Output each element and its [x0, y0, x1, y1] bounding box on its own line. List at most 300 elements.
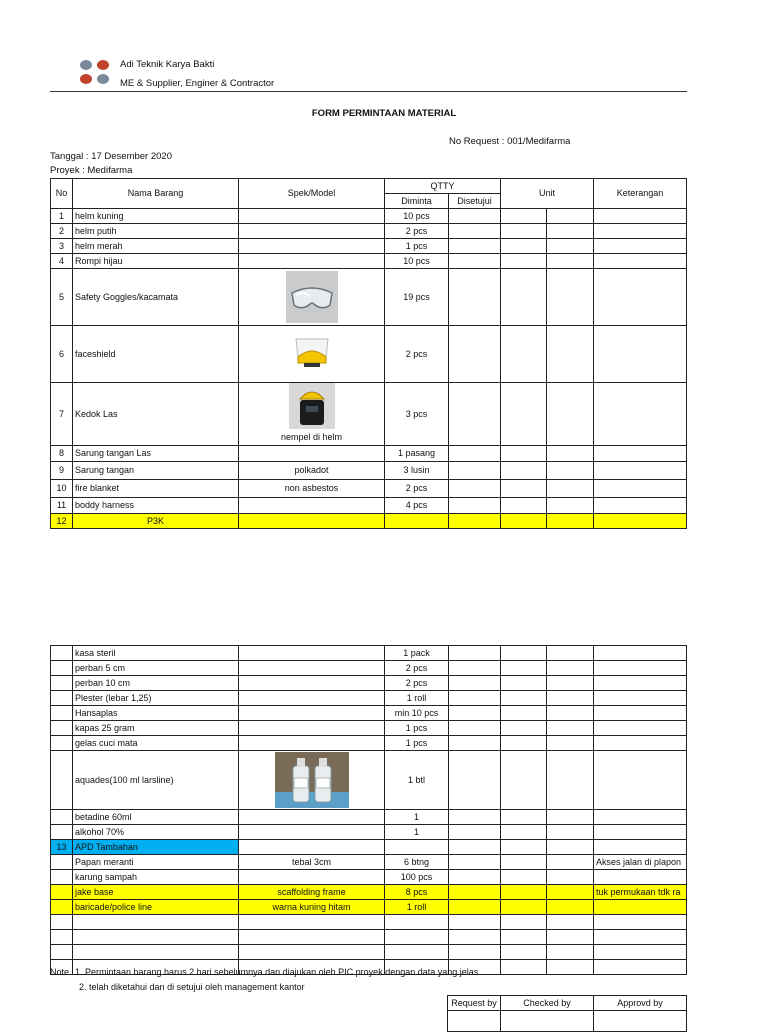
table-row [51, 239, 687, 254]
row-item-name: fire blanket [73, 480, 239, 498]
row-unit-a [501, 462, 547, 480]
row-unit-b [547, 514, 594, 529]
row-spec [239, 751, 385, 810]
col-header-no: No [51, 179, 73, 209]
row-unit-a [501, 646, 547, 661]
row-qty-requested: 10 pcs [385, 254, 449, 269]
row-qty-requested: 3 pcs [385, 383, 449, 446]
table-row [51, 810, 687, 825]
row-spec: polkadot [239, 462, 385, 480]
row-remarks [594, 736, 687, 751]
row-item-name: perban 5 cm [73, 661, 239, 676]
row-qty-approved [449, 706, 501, 721]
col-header-remarks: Keterangan [594, 179, 687, 209]
row-qty-approved [449, 514, 501, 529]
row-unit-a [501, 885, 547, 900]
row-no [51, 691, 73, 706]
empty-cell [239, 930, 385, 945]
row-item-name: Rompi hijau [73, 254, 239, 269]
row-spec [239, 676, 385, 691]
row-no [51, 661, 73, 676]
row-unit-a [501, 239, 547, 254]
row-unit-b [547, 885, 594, 900]
row-spec: warna kuning hitam [239, 900, 385, 915]
company-name: Adi Teknik Karya Bakti [120, 59, 215, 70]
safety-goggles-photo [286, 271, 338, 323]
empty-cell [385, 945, 449, 960]
checked-by-signature[interactable] [501, 1011, 594, 1032]
table-row [51, 885, 687, 900]
row-unit-b [547, 209, 594, 224]
row-unit-a [501, 840, 547, 855]
empty-cell [239, 945, 385, 960]
row-unit-a [501, 706, 547, 721]
table-row [51, 646, 687, 661]
empty-cell [73, 945, 239, 960]
approval-signature-row [448, 1011, 687, 1032]
row-item-name: aquades(100 ml larsline) [73, 751, 239, 810]
row-qty-requested: 4 pcs [385, 498, 449, 514]
empty-cell [594, 945, 687, 960]
table-row [51, 254, 687, 269]
row-spec: non asbestos [239, 480, 385, 498]
row-qty-requested: 1 pasang [385, 446, 449, 462]
row-unit-b [547, 736, 594, 751]
table-row [51, 706, 687, 721]
row-spec [239, 721, 385, 736]
notes-label: Note [50, 967, 70, 977]
row-remarks [594, 840, 687, 855]
row-item-name: helm putih [73, 224, 239, 239]
row-remarks: tuk permukaan tdk ra [594, 885, 687, 900]
row-item-name: baricade/police line [73, 900, 239, 915]
row-spec [239, 736, 385, 751]
row-no [51, 885, 73, 900]
row-qty-approved [449, 646, 501, 661]
row-spec [239, 498, 385, 514]
row-qty-requested: 2 pcs [385, 326, 449, 383]
material-request-table-continued [50, 645, 687, 975]
row-remarks [594, 900, 687, 915]
company-logo [78, 58, 112, 86]
row-unit-a [501, 446, 547, 462]
row-item-name: helm merah [73, 239, 239, 254]
row-unit-b [547, 855, 594, 870]
row-no: 10 [51, 480, 73, 498]
row-remarks [594, 646, 687, 661]
row-item-name: kasa steril [73, 646, 239, 661]
row-qty-approved [449, 269, 501, 326]
row-remarks [594, 254, 687, 269]
row-qty-approved [449, 825, 501, 840]
row-qty-approved [449, 498, 501, 514]
row-unit-a [501, 810, 547, 825]
col-header-spec: Spek/Model [239, 179, 385, 209]
row-spec-text: nempel di helm [280, 432, 343, 442]
row-item-name: APD Tambahan [73, 840, 239, 855]
row-remarks: Akses jalan di plapon [594, 855, 687, 870]
empty-cell [547, 930, 594, 945]
row-spec: scaffolding frame [239, 885, 385, 900]
row-unit-a [501, 514, 547, 529]
approved-by-signature[interactable] [594, 1011, 687, 1032]
row-spec [239, 870, 385, 885]
empty-cell [547, 960, 594, 975]
header-divider [50, 91, 687, 92]
row-item-name: Papan meranti [73, 855, 239, 870]
row-qty-approved [449, 900, 501, 915]
col-header-qtty: QTTY [385, 179, 501, 194]
empty-cell [51, 930, 73, 945]
row-no [51, 706, 73, 721]
row-item-name: kapas 25 gram [73, 721, 239, 736]
row-qty-requested: 2 pcs [385, 480, 449, 498]
row-item-name: karung sampah [73, 870, 239, 885]
row-qty-approved [449, 239, 501, 254]
row-qty-requested: 1 pcs [385, 721, 449, 736]
approval-signature-table [447, 995, 687, 1032]
row-qty-requested: 2 pcs [385, 224, 449, 239]
row-remarks [594, 480, 687, 498]
row-item-name: Kedok Las [73, 383, 239, 446]
row-spec [239, 224, 385, 239]
row-unit-b [547, 676, 594, 691]
row-unit-b [547, 326, 594, 383]
row-remarks [594, 498, 687, 514]
row-qty-approved [449, 870, 501, 885]
row-item-name: gelas cuci mata [73, 736, 239, 751]
approval-header-row [448, 996, 687, 1011]
row-no: 8 [51, 446, 73, 462]
row-spec [239, 810, 385, 825]
row-spec [239, 661, 385, 676]
row-qty-requested: 6 btng [385, 855, 449, 870]
row-qty-requested: 1 [385, 825, 449, 840]
approved-by-label: Approvd by [594, 996, 687, 1011]
table-row [51, 751, 687, 810]
row-unit-b [547, 446, 594, 462]
col-header-unit: Unit [501, 179, 594, 209]
company-tagline: ME & Supplier, Enginer & Contractor [120, 78, 275, 89]
row-no [51, 900, 73, 915]
row-no: 9 [51, 462, 73, 480]
row-remarks [594, 383, 687, 446]
form-title: FORM PERMINTAAN MATERIAL [311, 108, 457, 119]
table-row [51, 721, 687, 736]
table-row [51, 736, 687, 751]
row-qty-approved [449, 676, 501, 691]
row-spec [239, 514, 385, 529]
row-remarks [594, 706, 687, 721]
row-qty-requested: 3 lusin [385, 462, 449, 480]
table-row [51, 900, 687, 915]
row-no: 12 [51, 514, 73, 529]
row-qty-requested: 2 pcs [385, 661, 449, 676]
empty-row [51, 915, 687, 930]
empty-row [51, 945, 687, 960]
request-date: Tanggal : 17 Desember 2020 [50, 151, 172, 162]
row-remarks [594, 239, 687, 254]
faceshield-photo [282, 331, 342, 377]
row-qty-requested: 1 roll [385, 900, 449, 915]
row-spec [239, 646, 385, 661]
empty-cell [594, 960, 687, 975]
row-qty-requested: min 10 pcs [385, 706, 449, 721]
row-item-name: perban 10 cm [73, 676, 239, 691]
row-qty-approved [449, 691, 501, 706]
row-unit-b [547, 840, 594, 855]
row-qty-requested [385, 514, 449, 529]
row-remarks [594, 751, 687, 810]
row-no: 6 [51, 326, 73, 383]
empty-cell [385, 915, 449, 930]
table-row [51, 446, 687, 462]
row-unit-b [547, 269, 594, 326]
checked-by-label: Checked by [501, 996, 594, 1011]
note-line-1: 1. Permintaan barang harus 2 hari sebelumnya dan diajukan oleh PIC proyek dengan data yang jelas [75, 967, 479, 977]
row-qty-approved [449, 855, 501, 870]
table-row [51, 498, 687, 514]
row-unit-b [547, 721, 594, 736]
row-unit-b [547, 254, 594, 269]
row-remarks [594, 810, 687, 825]
row-unit-b [547, 462, 594, 480]
empty-cell [449, 945, 501, 960]
row-qty-approved [449, 736, 501, 751]
request-by-label: Request by [448, 996, 501, 1011]
row-qty-requested: 1 pcs [385, 239, 449, 254]
row-no [51, 825, 73, 840]
row-spec [239, 691, 385, 706]
row-unit-b [547, 498, 594, 514]
row-qty-approved [449, 209, 501, 224]
row-unit-a [501, 480, 547, 498]
row-remarks [594, 209, 687, 224]
row-qty-approved [449, 840, 501, 855]
row-unit-b [547, 661, 594, 676]
row-item-name: jake base [73, 885, 239, 900]
row-unit-a [501, 736, 547, 751]
row-qty-approved [449, 721, 501, 736]
row-spec [239, 706, 385, 721]
row-qty-approved [449, 326, 501, 383]
table-row [51, 480, 687, 498]
row-unit-a [501, 721, 547, 736]
row-item-name: Plester (lebar 1,25) [73, 691, 239, 706]
row-unit-b [547, 870, 594, 885]
table-row [51, 462, 687, 480]
note-line-2: 2. telah diketahui dan di setujui oleh management kantor [79, 982, 305, 992]
table-row [51, 383, 687, 446]
row-item-name: Sarung tangan [73, 462, 239, 480]
row-qty-requested: 100 pcs [385, 870, 449, 885]
empty-cell [594, 930, 687, 945]
row-spec [239, 254, 385, 269]
row-item-name: alkohol 70% [73, 825, 239, 840]
row-qty-approved [449, 480, 501, 498]
row-no [51, 855, 73, 870]
row-spec [239, 269, 385, 326]
row-no [51, 870, 73, 885]
row-spec [239, 383, 385, 446]
row-remarks [594, 721, 687, 736]
empty-cell [449, 915, 501, 930]
table-row [51, 224, 687, 239]
row-qty-requested: 1 roll [385, 691, 449, 706]
row-qty-requested: 10 pcs [385, 209, 449, 224]
row-qty-approved [449, 446, 501, 462]
row-remarks [594, 514, 687, 529]
row-unit-b [547, 646, 594, 661]
row-unit-b [547, 810, 594, 825]
row-unit-b [547, 900, 594, 915]
table-row [51, 825, 687, 840]
row-qty-approved [449, 751, 501, 810]
row-remarks [594, 691, 687, 706]
material-request-table [50, 178, 687, 529]
empty-cell [547, 945, 594, 960]
row-unit-a [501, 900, 547, 915]
row-item-name: Safety Goggles/kacamata [73, 269, 239, 326]
row-qty-requested: 19 pcs [385, 269, 449, 326]
row-no: 11 [51, 498, 73, 514]
row-item-name: P3K [73, 514, 239, 529]
row-qty-approved [449, 254, 501, 269]
row-unit-a [501, 751, 547, 810]
row-item-name: boddy harness [73, 498, 239, 514]
row-remarks [594, 462, 687, 480]
row-no: 7 [51, 383, 73, 446]
row-unit-b [547, 825, 594, 840]
row-unit-b [547, 224, 594, 239]
empty-cell [501, 930, 547, 945]
row-unit-a [501, 269, 547, 326]
row-item-name: Sarung tangan Las [73, 446, 239, 462]
row-remarks [594, 446, 687, 462]
row-no [51, 736, 73, 751]
row-no: 13 [51, 840, 73, 855]
row-item-name: Hansaplas [73, 706, 239, 721]
row-unit-a [501, 661, 547, 676]
row-qty-requested: 2 pcs [385, 676, 449, 691]
row-qty-approved [449, 383, 501, 446]
row-spec [239, 825, 385, 840]
empty-cell [449, 930, 501, 945]
row-unit-b [547, 751, 594, 810]
row-qty-requested: 1 [385, 810, 449, 825]
row-no [51, 751, 73, 810]
request-number: No Request : 001/Medifarma [449, 136, 571, 147]
row-no [51, 810, 73, 825]
row-spec [239, 209, 385, 224]
table-row [51, 661, 687, 676]
empty-row [51, 930, 687, 945]
row-no: 2 [51, 224, 73, 239]
table-row [51, 514, 687, 529]
row-qty-requested: 8 pcs [385, 885, 449, 900]
row-unit-a [501, 498, 547, 514]
row-no: 4 [51, 254, 73, 269]
empty-cell [501, 960, 547, 975]
aquades-bottles-photo [275, 752, 349, 808]
row-unit-a [501, 676, 547, 691]
row-remarks [594, 870, 687, 885]
row-unit-b [547, 239, 594, 254]
row-spec [239, 239, 385, 254]
row-remarks [594, 269, 687, 326]
row-spec [239, 840, 385, 855]
table-row [51, 691, 687, 706]
row-remarks [594, 326, 687, 383]
row-item-name: betadine 60ml [73, 810, 239, 825]
row-unit-a [501, 224, 547, 239]
row-qty-approved [449, 462, 501, 480]
row-spec [239, 446, 385, 462]
empty-cell [73, 930, 239, 945]
row-no [51, 721, 73, 736]
row-no [51, 676, 73, 691]
empty-cell [385, 930, 449, 945]
empty-cell [501, 945, 547, 960]
empty-cell [547, 915, 594, 930]
empty-cell [51, 915, 73, 930]
row-spec [239, 326, 385, 383]
row-no: 3 [51, 239, 73, 254]
row-qty-requested: 1 btl [385, 751, 449, 810]
row-qty-requested: 1 pcs [385, 736, 449, 751]
empty-cell [73, 915, 239, 930]
table-row [51, 209, 687, 224]
col-header-requested: Diminta [385, 194, 449, 209]
table-row [51, 840, 687, 855]
row-unit-a [501, 870, 547, 885]
row-unit-b [547, 691, 594, 706]
table-row [51, 326, 687, 383]
table-row [51, 855, 687, 870]
row-item-name: helm kuning [73, 209, 239, 224]
table-row [51, 269, 687, 326]
row-unit-b [547, 706, 594, 721]
row-spec: tebal 3cm [239, 855, 385, 870]
row-unit-a [501, 209, 547, 224]
row-qty-approved [449, 810, 501, 825]
table-header-row [51, 179, 687, 194]
row-no: 5 [51, 269, 73, 326]
table-row [51, 676, 687, 691]
row-unit-a [501, 691, 547, 706]
col-header-item: Nama Barang [73, 179, 239, 209]
row-unit-a [501, 254, 547, 269]
row-remarks [594, 661, 687, 676]
empty-cell [501, 915, 547, 930]
row-no [51, 646, 73, 661]
row-unit-a [501, 825, 547, 840]
welding-mask-photo [289, 383, 335, 429]
project-name: Proyek : Medifarma [50, 165, 133, 176]
row-unit-a [501, 383, 547, 446]
row-remarks [594, 676, 687, 691]
col-header-approved: Disetujui [449, 194, 501, 209]
row-qty-requested: 1 pack [385, 646, 449, 661]
row-no: 1 [51, 209, 73, 224]
request-by-signature[interactable] [448, 1011, 501, 1032]
row-unit-b [547, 480, 594, 498]
table-row [51, 870, 687, 885]
empty-cell [594, 915, 687, 930]
row-qty-approved [449, 661, 501, 676]
row-item-name: faceshield [73, 326, 239, 383]
row-qty-approved [449, 224, 501, 239]
